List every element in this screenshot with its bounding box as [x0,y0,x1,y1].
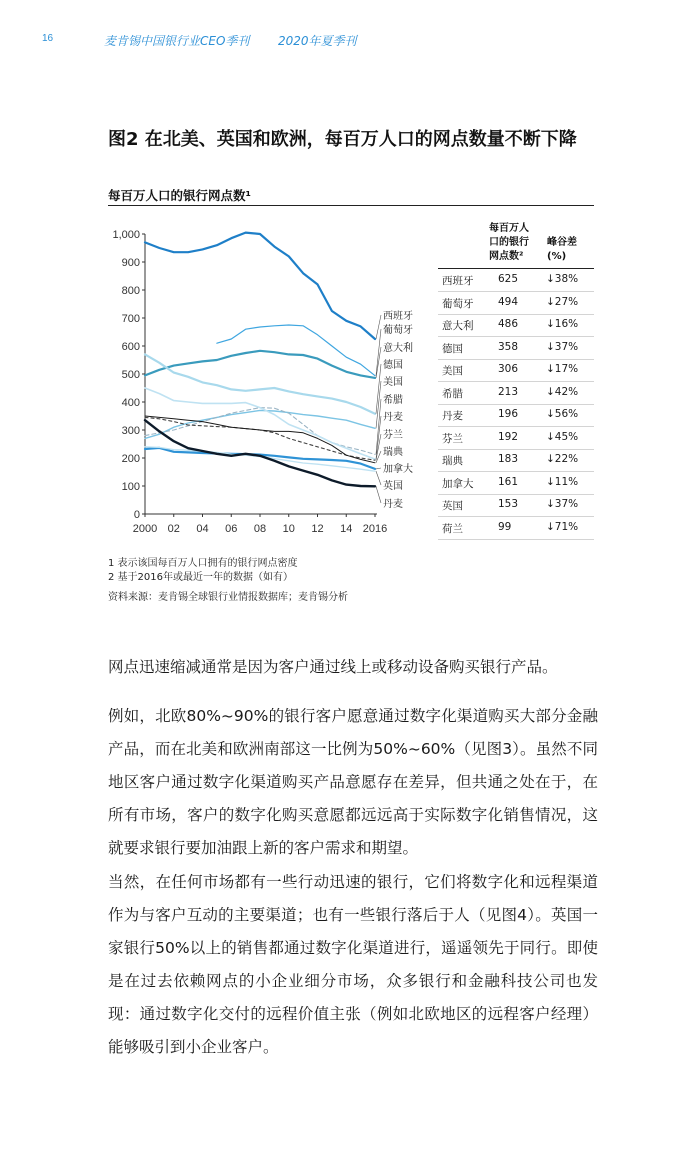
table-cell-density: 358 [498,340,519,353]
table-row [438,270,594,292]
table-cell-change: ↓71% [546,520,579,533]
table-row [438,495,594,517]
table-cell-country: 德国 [442,342,463,355]
table-row [438,293,594,315]
table-cell-density: 625 [498,273,519,285]
label-leader-line [376,486,381,503]
table-row [438,450,594,472]
series-end-label: 美国 [383,377,403,388]
publication-title: 麦肯锡中国银行业CEO季刊 [104,34,250,48]
series-end-label: 希腊 [383,395,403,406]
table-row [438,360,594,382]
x-tick-label: 14 [340,523,353,535]
table-row [438,428,594,450]
table-cell-density: 196 [498,408,519,420]
y-tick-label: 700 [121,313,140,325]
x-tick-label: 2000 [132,523,158,535]
y-tick-label: 400 [121,397,140,409]
page-number: 16 [42,33,54,44]
table-cell-country: 美国 [442,365,463,377]
y-tick-label: 0 [133,509,140,521]
table-cell-change: ↓37% [546,498,579,510]
y-tick-label: 1,000 [112,229,140,241]
series-end-label: 德国 [383,360,403,371]
table-cell-change: ↓37% [546,340,579,353]
body-paragraph-2: 例如，北欧80%~90%的银行客户愿意通过数字化渠道购买大部分金融产品，而在北美和欧洲南部这一比例为50%~60%（见图3）。虽然不同地区客户通过数字化渠道购买产品意愿存在差异，但共通之处在于，在所有市场，客户的数字化购买意愿都远远高于实际数字化销售情况，这就要求银行要加油跟上新的客户需求和期望。 [108,707,598,857]
table-row [438,405,594,427]
series-end-label: 瑞典 [383,447,403,458]
source-note: 资料来源：麦肯锡全球银行业情报数据库；麦肯锡分析 [108,592,348,603]
table-cell-density: 486 [498,318,519,330]
table-cell-country: 英国 [442,500,463,512]
footnote-2: 2 基于2016年或最近一年的数据（如有） [108,572,293,583]
table-cell-country: 芬兰 [442,432,463,445]
y-tick-label: 900 [121,257,140,269]
series-end-label: 加拿大 [383,464,413,475]
table-row [438,383,594,405]
series-line-0 [145,233,375,339]
series-line-1 [217,325,375,376]
table-cell-country: 瑞典 [442,455,463,467]
series-end-label: 丹麦 [383,499,403,510]
issue-label: 2020年夏季刊 [278,34,357,48]
table-cell-change: ↓45% [546,430,579,443]
table-cell-density: 213 [498,385,519,398]
x-tick-label: 08 [253,523,267,535]
x-tick-label: 2016 [362,523,388,535]
y-tick-label: 600 [121,341,140,353]
series-end-label: 意大利 [383,343,413,354]
table-header-rule [438,268,594,269]
table-row [438,315,594,337]
table-cell-density: 306 [498,363,519,375]
series-line-4 [145,410,375,438]
figure-title: 图2 在北美、英国和欧洲，每百万人口的网点数量不断下降 [108,129,577,150]
series-line-10 [145,447,375,471]
table-cell-country: 丹麦 [442,410,463,422]
table-row-rule [438,539,594,540]
series-end-label: 西班牙 [383,311,413,322]
series-line-6 [145,388,375,459]
series-end-label: 英国 [383,481,403,492]
table-header-density: 每百万人 口的银行 网点数² [489,223,529,262]
series-end-label: 葡萄牙 [383,325,413,336]
series-line-5 [145,408,375,455]
label-leader-line [376,471,381,485]
y-tick-label: 200 [121,453,140,465]
x-tick-label: 10 [282,523,295,535]
table-row [438,518,594,540]
table-cell-density: 153 [498,498,519,510]
table-cell-country: 西班牙 [442,275,474,287]
series-end-label: 丹麦 [383,412,403,423]
table-cell-country: 荷兰 [442,522,463,535]
table-cell-country: 葡萄牙 [442,297,474,310]
y-tick-label: 500 [121,369,140,381]
x-tick-label: 12 [311,523,324,535]
table-cell-density: 183 [498,453,519,465]
chart-title-rule [108,205,594,206]
series-end-label: 芬兰 [383,430,403,441]
x-tick-label: 06 [225,523,238,535]
table-cell-country: 意大利 [442,320,474,332]
series-line-3 [145,354,375,413]
y-tick-label: 800 [121,285,140,297]
table-cell-country: 加拿大 [442,477,474,490]
table-cell-change: ↓56% [546,408,579,420]
table-cell-density: 161 [498,475,519,488]
branch-density-line-chart [100,212,430,542]
table-cell-change: ↓16% [546,318,579,330]
y-tick-label: 100 [121,481,140,493]
table-cell-change: ↓42% [546,385,579,398]
body-paragraph-1: 网点迅速缩减通常是因为客户通过线上或移动设备购买银行产品。 [108,658,558,676]
body-paragraph-3: 当然，在任何市场都有一些行动迅速的银行，它们将数字化和远程渠道作为与客户互动的主要渠道；也有一些银行落后于人（见图4）。英国一家银行50%以上的销售都通过数字化渠道进行，遥遥领先于同行。即使是在过去依赖网点的小企业细分市场，众多银行和金融科技公司也发现：通过数字化交付的远程价值主张（例如北欧地区的远程客户经理）能够吸引到小企业客户。 [108,873,598,1056]
table-cell-change: ↓22% [546,453,579,465]
table-cell-density: 494 [498,295,519,308]
label-leader-line [376,468,381,469]
y-tick-label: 300 [121,425,140,437]
table-header-peak-trough: 峰谷差 (%) [547,237,577,262]
table-cell-density: 192 [498,430,519,443]
table-cell-country: 希腊 [442,387,463,400]
x-tick-label: 02 [167,523,180,535]
chart-subtitle: 每百万人口的银行网点数¹ [108,188,251,203]
table-row [438,338,594,360]
table-row [438,473,594,495]
x-tick-label: 04 [196,523,209,535]
table-cell-change: ↓17% [546,363,579,375]
running-header [0,32,700,48]
table-cell-change: ↓11% [546,475,579,488]
table-cell-density: 99 [498,520,512,533]
table-cell-change: ↓38% [546,273,579,285]
footnote-1: 1 表示该国每百万人口拥有的银行网点密度 [108,558,298,569]
table-cell-change: ↓27% [546,295,579,308]
